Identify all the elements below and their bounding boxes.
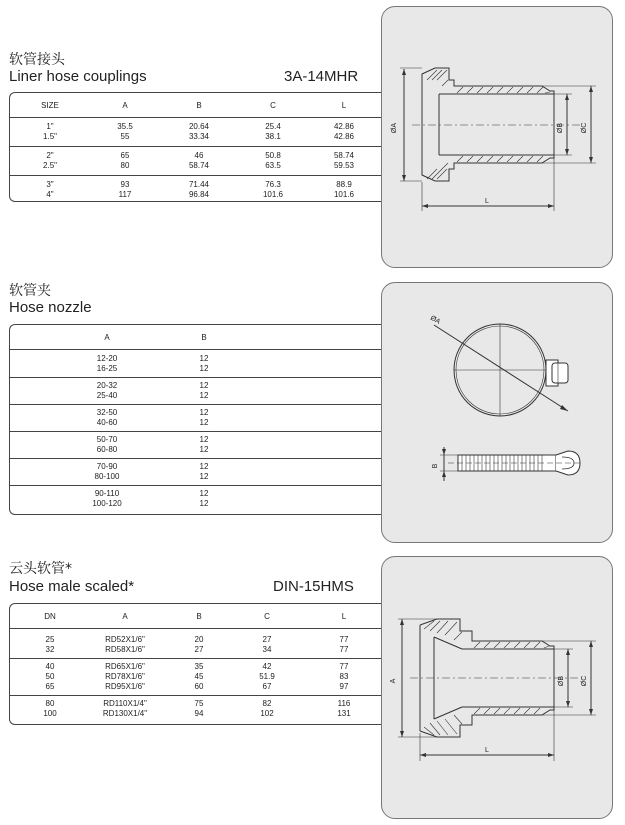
table-cell: 67 bbox=[262, 682, 272, 691]
table-cell: 42.86 bbox=[333, 122, 355, 131]
table-liner-hose-couplings bbox=[9, 92, 382, 202]
table-cell: 20 bbox=[194, 635, 204, 644]
table-cell: 100-120 bbox=[92, 499, 122, 508]
section3-title-cn: 云头软管* bbox=[9, 561, 72, 577]
row-divider bbox=[10, 377, 382, 378]
table-cell: 2" bbox=[46, 151, 54, 160]
row-divider bbox=[10, 485, 382, 486]
table-cell: 77 bbox=[339, 635, 349, 644]
row-divider bbox=[10, 695, 382, 696]
table-cell: 97 bbox=[339, 682, 349, 691]
table-cell: 16-25 bbox=[96, 364, 118, 373]
row-divider bbox=[10, 175, 382, 176]
row-divider bbox=[10, 404, 382, 405]
table-cell: 12 bbox=[199, 435, 209, 444]
table-cell: 58.74 bbox=[188, 161, 210, 170]
table-cell: 12 bbox=[199, 418, 209, 427]
header-cell: L bbox=[341, 101, 347, 110]
table-cell: 3" bbox=[46, 180, 54, 189]
row-divider bbox=[10, 458, 382, 459]
table-cell: 35 bbox=[194, 662, 204, 671]
row-divider bbox=[10, 431, 382, 432]
table-cell: 101.6 bbox=[262, 190, 284, 199]
table-cell: RD78X1/6" bbox=[105, 672, 145, 681]
table-cell: 40-60 bbox=[96, 418, 118, 427]
table-cell: 1.5" bbox=[43, 132, 57, 141]
header-cell: A bbox=[104, 333, 110, 342]
section1-code: 3A-14MHR bbox=[284, 68, 359, 85]
table-cell: 102 bbox=[260, 709, 274, 718]
table-cell: 80 bbox=[120, 161, 130, 170]
dim-label-l: L bbox=[485, 747, 489, 754]
table-cell: 94 bbox=[194, 709, 204, 718]
dim-label-b: B bbox=[432, 463, 439, 469]
header-cell: A bbox=[122, 101, 128, 110]
table-cell: 93 bbox=[120, 180, 130, 189]
table-cell: 12 bbox=[199, 391, 209, 400]
table-cell: 55 bbox=[120, 132, 130, 141]
table-header bbox=[10, 325, 382, 350]
dim-label-a: A bbox=[390, 678, 397, 684]
hose-clamp-drawing bbox=[382, 283, 614, 544]
table-cell: 100 bbox=[43, 709, 57, 718]
table-hose-nozzle bbox=[9, 324, 382, 515]
table-cell: 12 bbox=[199, 472, 209, 481]
header-cell: A bbox=[122, 612, 128, 621]
table-header bbox=[10, 604, 382, 629]
header-cell: B bbox=[196, 101, 202, 110]
header-cell: DN bbox=[44, 612, 56, 621]
table-cell: 27 bbox=[262, 635, 272, 644]
table-cell: 33.34 bbox=[188, 132, 210, 141]
dim-label-c: ØC bbox=[581, 122, 588, 134]
table-cell: 34 bbox=[262, 645, 272, 654]
table-cell: 50.8 bbox=[265, 151, 281, 160]
table-cell: 51.9 bbox=[259, 672, 275, 681]
row-divider bbox=[10, 146, 382, 147]
table-cell: 75 bbox=[194, 699, 204, 708]
table-cell: 12 bbox=[199, 445, 209, 454]
table-cell: 76.3 bbox=[265, 180, 281, 189]
header-cell: B bbox=[201, 333, 207, 342]
section3-title-en: Hose male scaled* bbox=[9, 578, 135, 595]
dim-label-b: ØB bbox=[557, 122, 564, 134]
diagram-panel-hose-nozzle bbox=[381, 282, 613, 543]
header-cell: C bbox=[264, 612, 270, 621]
table-cell: 2.5" bbox=[43, 161, 57, 170]
table-cell: RD58X1/6" bbox=[105, 645, 145, 654]
table-cell: 82 bbox=[262, 699, 272, 708]
table-cell: 60 bbox=[194, 682, 204, 691]
table-cell: 20-32 bbox=[96, 381, 118, 390]
table-cell: RD52X1/6" bbox=[105, 635, 145, 644]
table-cell: 71.44 bbox=[188, 180, 210, 189]
table-cell: 46 bbox=[194, 151, 204, 160]
table-cell: 65 bbox=[120, 151, 130, 160]
table-cell: 25 bbox=[45, 635, 55, 644]
table-hose-male-scaled bbox=[9, 603, 382, 725]
section1-title-cn: 软管接头 bbox=[9, 52, 65, 68]
table-cell: 12 bbox=[199, 499, 209, 508]
table-cell: RD65X1/6" bbox=[105, 662, 145, 671]
table-cell: 59.53 bbox=[333, 161, 355, 170]
table-cell: 117 bbox=[118, 190, 132, 199]
table-cell: 32 bbox=[45, 645, 55, 654]
table-cell: 35.5 bbox=[117, 122, 133, 131]
row-divider bbox=[10, 658, 382, 659]
section1-title-en: Liner hose couplings bbox=[9, 68, 147, 85]
table-cell: 70-90 bbox=[96, 462, 118, 471]
table-cell: 12-20 bbox=[96, 354, 118, 363]
table-cell: 42 bbox=[262, 662, 272, 671]
table-cell: 32-50 bbox=[96, 408, 118, 417]
table-cell: 83 bbox=[339, 672, 349, 681]
table-cell: 90-110 bbox=[94, 489, 120, 498]
table-cell: 25.4 bbox=[265, 122, 281, 131]
table-cell: 38.1 bbox=[265, 132, 281, 141]
table-cell: RD95X1/6" bbox=[105, 682, 145, 691]
table-cell: 63.5 bbox=[265, 161, 281, 170]
table-cell: 88.9 bbox=[336, 180, 352, 189]
table-cell: 27 bbox=[194, 645, 204, 654]
header-cell: C bbox=[270, 101, 276, 110]
section2-title-cn: 软管夹 bbox=[9, 283, 51, 299]
table-cell: 42.86 bbox=[333, 132, 355, 141]
table-cell: 101.6 bbox=[333, 190, 355, 199]
header-cell: L bbox=[341, 612, 347, 621]
table-cell: 40 bbox=[45, 662, 55, 671]
table-cell: 20.64 bbox=[188, 122, 210, 131]
dim-label-l: L bbox=[485, 198, 489, 205]
table-cell: 45 bbox=[194, 672, 204, 681]
header-cell: B bbox=[196, 612, 202, 621]
table-cell: RD110X1/4" bbox=[103, 699, 147, 708]
table-cell: 65 bbox=[45, 682, 55, 691]
table-cell: 116 bbox=[337, 699, 351, 708]
table-cell: 58.74 bbox=[333, 151, 355, 160]
table-cell: 77 bbox=[339, 662, 349, 671]
section3-code: DIN-15HMS bbox=[273, 578, 354, 595]
table-cell: 77 bbox=[339, 645, 349, 654]
table-cell: 25-40 bbox=[96, 391, 118, 400]
table-cell: 1" bbox=[46, 122, 54, 131]
dim-label-b: ØB bbox=[558, 675, 565, 687]
table-cell: 12 bbox=[199, 381, 209, 390]
table-cell: 60-80 bbox=[96, 445, 118, 454]
table-cell: RD130X1/4" bbox=[102, 709, 148, 718]
dim-label-a: ØA bbox=[429, 314, 442, 326]
table-header bbox=[10, 93, 382, 118]
section2-title-en: Hose nozzle bbox=[9, 299, 92, 316]
dim-label-c: ØC bbox=[581, 675, 588, 687]
table-cell: 131 bbox=[337, 709, 351, 718]
liner-hose-coupling-drawing bbox=[382, 7, 614, 269]
table-cell: 12 bbox=[199, 354, 209, 363]
table-cell: 80-100 bbox=[94, 472, 120, 481]
table-cell: 12 bbox=[199, 489, 209, 498]
table-cell: 12 bbox=[199, 462, 209, 471]
table-cell: 12 bbox=[199, 408, 209, 417]
table-cell: 80 bbox=[45, 699, 55, 708]
hose-male-scaled-drawing bbox=[382, 557, 614, 820]
diagram-panel-liner-hose bbox=[381, 6, 613, 268]
header-cell: SIZE bbox=[41, 101, 59, 110]
diagram-panel-hose-male bbox=[381, 556, 613, 819]
table-cell: 12 bbox=[199, 364, 209, 373]
table-cell: 4" bbox=[46, 190, 54, 199]
table-cell: 50 bbox=[45, 672, 55, 681]
table-cell: 50-70 bbox=[96, 435, 118, 444]
dim-label-a: ØA bbox=[391, 122, 398, 134]
table-cell: 96.84 bbox=[188, 190, 210, 199]
